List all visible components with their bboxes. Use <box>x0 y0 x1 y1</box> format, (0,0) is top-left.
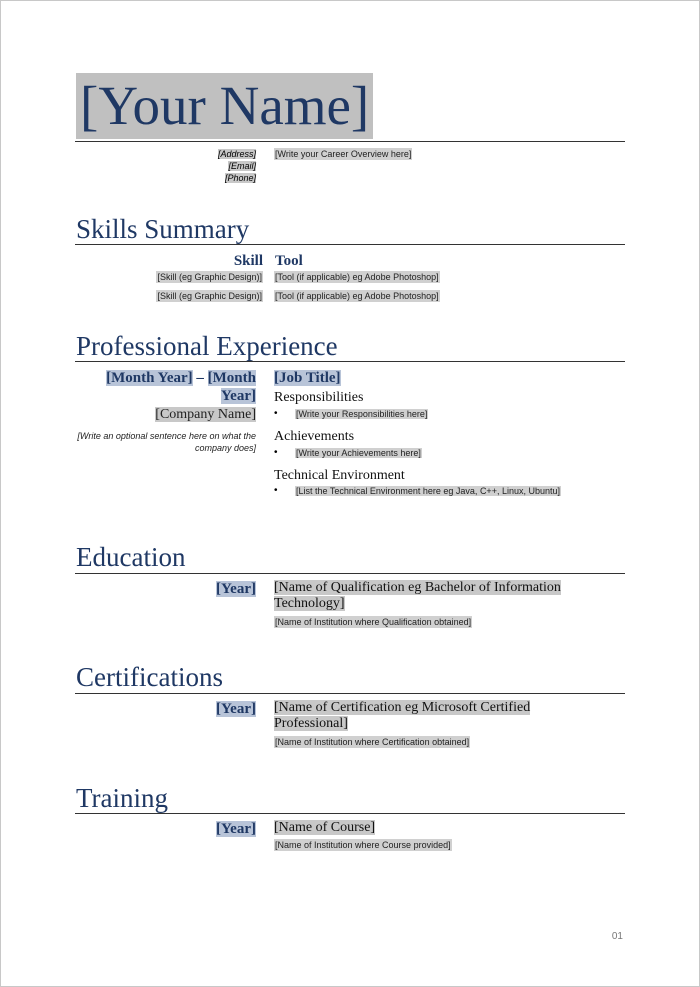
header-rule <box>75 141 625 142</box>
job-title-field[interactable]: [Job Title] <box>274 370 341 386</box>
training-heading: Training <box>76 783 169 813</box>
education-year <box>216 580 256 598</box>
achievements-bullet <box>274 447 422 459</box>
achievements-field[interactable]: [Write your Achievements here] <box>296 448 421 458</box>
certification-year <box>216 700 256 718</box>
page-number: 01 <box>611 931 623 942</box>
skills-rule <box>75 244 625 245</box>
course-field[interactable]: [Name of Course] <box>274 820 376 835</box>
skills-heading: Skills Summary <box>76 214 250 244</box>
phone-field[interactable]: [Phone] <box>224 173 256 183</box>
certification-name <box>274 700 604 732</box>
skill-row-1[interactable]: [Skill (eg Graphic Design)] <box>157 272 262 282</box>
end-date-part1[interactable]: [Month <box>207 370 256 386</box>
responsibilities-label: Responsibilities <box>274 390 364 405</box>
training-rule <box>75 813 625 814</box>
date-separator: – <box>196 370 204 386</box>
training-year <box>216 820 256 838</box>
end-date-part2[interactable]: Year] <box>221 388 256 404</box>
responsibilities-bullet <box>274 408 428 420</box>
certification-institution[interactable]: [Name of Institution where Certification obtained] <box>275 737 470 747</box>
company-name-field[interactable]: [Company Name] <box>155 407 256 422</box>
contact-block <box>218 148 256 184</box>
company-name <box>155 406 256 423</box>
tool-column-header: Tool <box>275 253 303 269</box>
technical-environment-field[interactable]: [List the Technical Environment here eg Java, C++, Linux, Ubuntu] <box>296 486 560 496</box>
email-field[interactable]: [Email] <box>228 161 256 171</box>
name-title[interactable]: [Your Name] <box>76 73 373 139</box>
technical-environment-bullet <box>274 485 561 497</box>
career-overview[interactable]: [Write your Career Overview here] <box>275 149 412 159</box>
experience-heading: Professional Experience <box>76 331 338 361</box>
education-year-field[interactable]: [Year] <box>216 581 256 597</box>
education-institution[interactable]: [Name of Institution where Qualification obtained] <box>275 617 472 627</box>
job-title <box>274 369 341 387</box>
education-heading: Education <box>76 542 186 572</box>
certifications-heading: Certifications <box>76 662 223 692</box>
education-qualification <box>274 580 620 612</box>
responsibilities-field[interactable]: [Write your Responsibilities here] <box>296 409 428 419</box>
certification-year-field[interactable]: [Year] <box>216 701 256 717</box>
experience-dates <box>76 369 256 405</box>
training-year-field[interactable]: [Year] <box>216 821 256 837</box>
training-institution[interactable]: [Name of Institution where Course provided] <box>275 840 451 850</box>
tool-row-1[interactable]: [Tool (if applicable) eg Adobe Photoshop] <box>275 272 439 282</box>
address-field[interactable]: [Address] <box>217 149 256 159</box>
experience-rule <box>75 361 625 362</box>
bullet-icon: • <box>274 447 278 458</box>
bullet-icon: • <box>274 485 278 496</box>
skill-column-header: Skill <box>233 253 263 269</box>
bullet-icon: • <box>274 408 278 419</box>
technical-environment-label: Technical Environment <box>274 468 405 483</box>
company-description[interactable]: [Write an optional sentence here on what the company does] <box>77 431 256 453</box>
start-date[interactable]: [Month Year] <box>106 370 193 386</box>
qualification-field[interactable]: [Name of Qualification eg Bachelor of Information Technology] <box>274 580 561 611</box>
training-course <box>274 820 375 836</box>
skill-row-2[interactable]: [Skill (eg Graphic Design)] <box>157 291 262 301</box>
education-rule <box>75 573 625 574</box>
certification-name-field[interactable]: [Name of Certification eg Microsoft Certified Professional] <box>274 700 531 731</box>
certifications-rule <box>75 693 625 694</box>
achievements-label: Achievements <box>274 429 355 444</box>
tool-row-2[interactable]: [Tool (if applicable) eg Adobe Photoshop] <box>275 291 439 301</box>
